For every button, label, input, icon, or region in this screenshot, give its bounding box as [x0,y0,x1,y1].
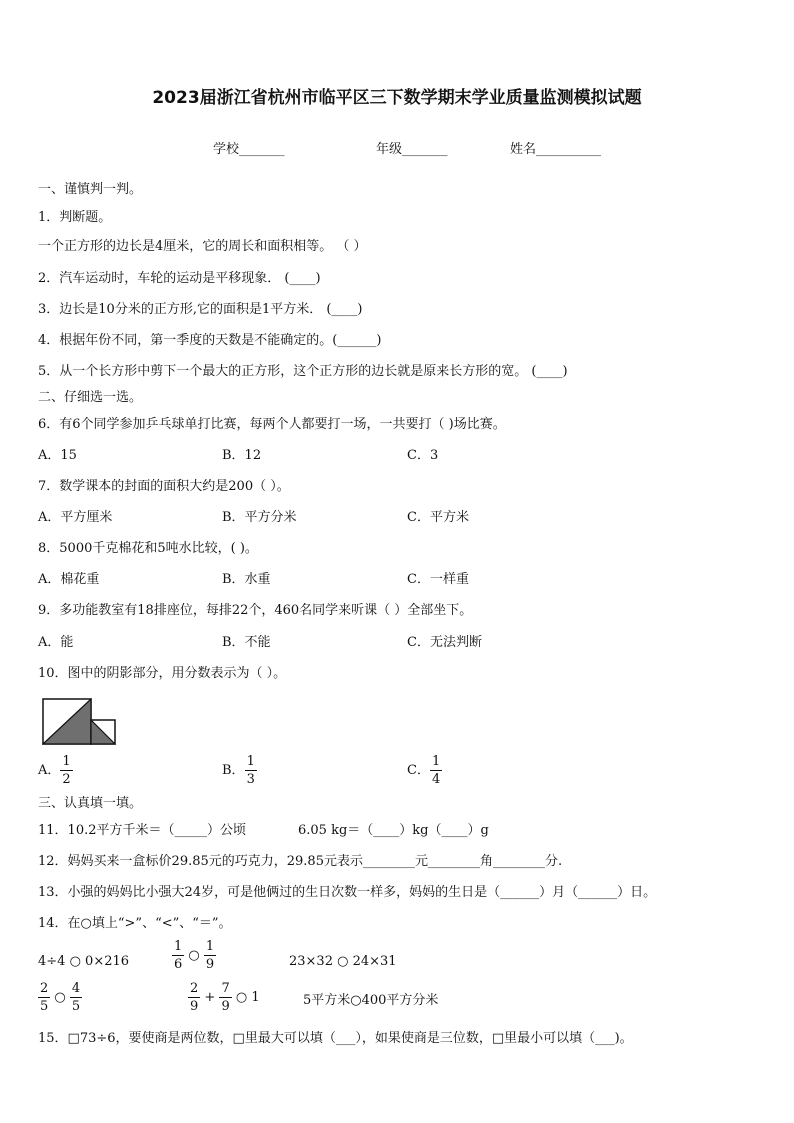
fraction [219,982,231,1013]
question-8-option-b: B．水重 [222,572,271,587]
section-heading-1: 一、谨慎判一判。 [38,182,143,197]
fraction [70,982,82,1013]
question-6-option-a: A．15 [38,448,77,463]
numerator: 1 [174,939,183,954]
denominator: 6 [174,957,183,972]
denominator: 5 [71,999,81,1014]
fraction [204,940,216,971]
grade-field: 年级_______ [376,142,448,157]
name-field: 姓名__________ [510,142,602,157]
compare-expression-6: 5平方米○400平方分米 [303,993,439,1008]
question-11-part-a: 11．10.2平方千米＝（_____）公顷 [38,823,246,838]
compare-expression-4 [38,982,82,1013]
question-1-stem: 1．判断题。 [38,210,112,225]
plus-sign: + [204,990,216,1005]
question-10-option-b [222,755,257,786]
denominator: 9 [205,957,215,972]
page-title: 2023届浙江省杭州市临平区三下数学期末学业质量监测模拟试题 [152,88,642,108]
numerator: 2 [40,981,49,996]
question-8-stem: 8．5000千克棉花和5吨水比较，( )。 [38,541,258,556]
fraction [430,755,442,786]
fraction [245,755,257,786]
fraction [38,982,50,1013]
numerator: 1 [246,754,255,769]
question-7-option-a: A．平方厘米 [38,510,113,525]
compare-rest: ○ 1 [235,990,260,1005]
question-2: 2．汽车运动时，车轮的运动是平移现象． (____) [38,271,321,286]
question-7-option-c: C．平方米 [407,510,469,525]
numerator: 4 [71,981,81,996]
numerator: 2 [190,981,199,996]
fraction [60,755,72,786]
denominator: 4 [431,772,441,787]
denominator: 9 [221,999,230,1014]
question-6-option-c: C．3 [407,448,439,463]
compare-circle: ○ [54,990,66,1005]
school-field: 学校_______ [213,142,285,157]
question-4: 4．根据年份不同，第一季度的天数是不能确定的。(______) [38,333,382,348]
denominator: 3 [246,772,255,787]
numerator: 1 [431,754,441,769]
shaded-figure [42,698,118,746]
question-8-option-a: A．棉花重 [38,572,100,587]
question-6-stem: 6．有6个同学参加乒乓球单打比赛，每两个人都要打一场，一共要打（ )场比赛。 [38,417,506,432]
numerator: 7 [221,981,230,996]
question-7-stem: 7．数学课本的封面的面积大约是200（ ）。 [38,479,290,494]
compare-expression-2 [172,940,216,971]
question-6-option-b: B．12 [222,448,262,463]
question-5: 5．从一个长方形中剪下一个最大的正方形，这个正方形的边长就是原来长方形的宽。 (____) [38,364,568,379]
question-10-option-c [407,755,442,786]
numerator: 1 [62,754,71,769]
numerator: 1 [205,939,215,954]
question-8-option-c: C．一样重 [407,572,469,587]
question-7-option-b: B．平方分米 [222,510,297,525]
question-13: 13．小强的妈妈比小强大24岁，可是他俩过的生日次数一样多，妈妈的生日是（______）月（______）日。 [38,885,657,900]
compare-expression-3: 23×32 ○ 24×31 [289,954,397,969]
question-11-part-b: 6.05 kg＝（____）kg（____）g [298,823,489,838]
option-label: A． [38,763,61,778]
question-1-body: 一个正方形的边长是4厘米，它的周长和面积相等。 （ ） [38,239,367,254]
question-9-stem: 9．多功能教室有18排座位，每排22个，460名同学来听课（ ）全部坐下。 [38,603,473,618]
option-label: C． [407,763,430,778]
question-9-option-a: A．能 [38,635,74,650]
question-14-stem: 14．在○填上“>”、“<”、“＝”。 [38,916,232,931]
compare-expression-5 [188,982,260,1013]
question-9-option-b: B．不能 [222,635,271,650]
denominator: 2 [62,772,71,787]
question-9-option-c: C．无法判断 [407,635,482,650]
fraction [188,982,200,1013]
question-15: 15．□73÷6，要使商是两位数，□里最大可以填（___），如果使商是三位数，□里最小可以填（___)。 [38,1031,633,1046]
question-12: 12．妈妈买来一盒标价29.85元的巧克力，29.85元表示________元________角________分. [38,854,563,869]
compare-circle: ○ [188,948,200,963]
question-10-option-a [38,755,73,786]
compare-expression-1: 4÷4 ○ 0×216 [38,954,130,969]
question-3: 3．边长是10分米的正方形,它的面积是1平方米． (____) [38,302,363,317]
section-heading-2: 二、仔细选一选。 [38,390,143,405]
denominator: 5 [40,999,49,1014]
question-10-stem: 10．图中的阴影部分，用分数表示为（ ）。 [38,666,287,681]
section-heading-3: 三、认真填一填。 [38,796,143,811]
denominator: 9 [190,999,199,1014]
option-label: B． [222,763,245,778]
fraction [172,940,184,971]
